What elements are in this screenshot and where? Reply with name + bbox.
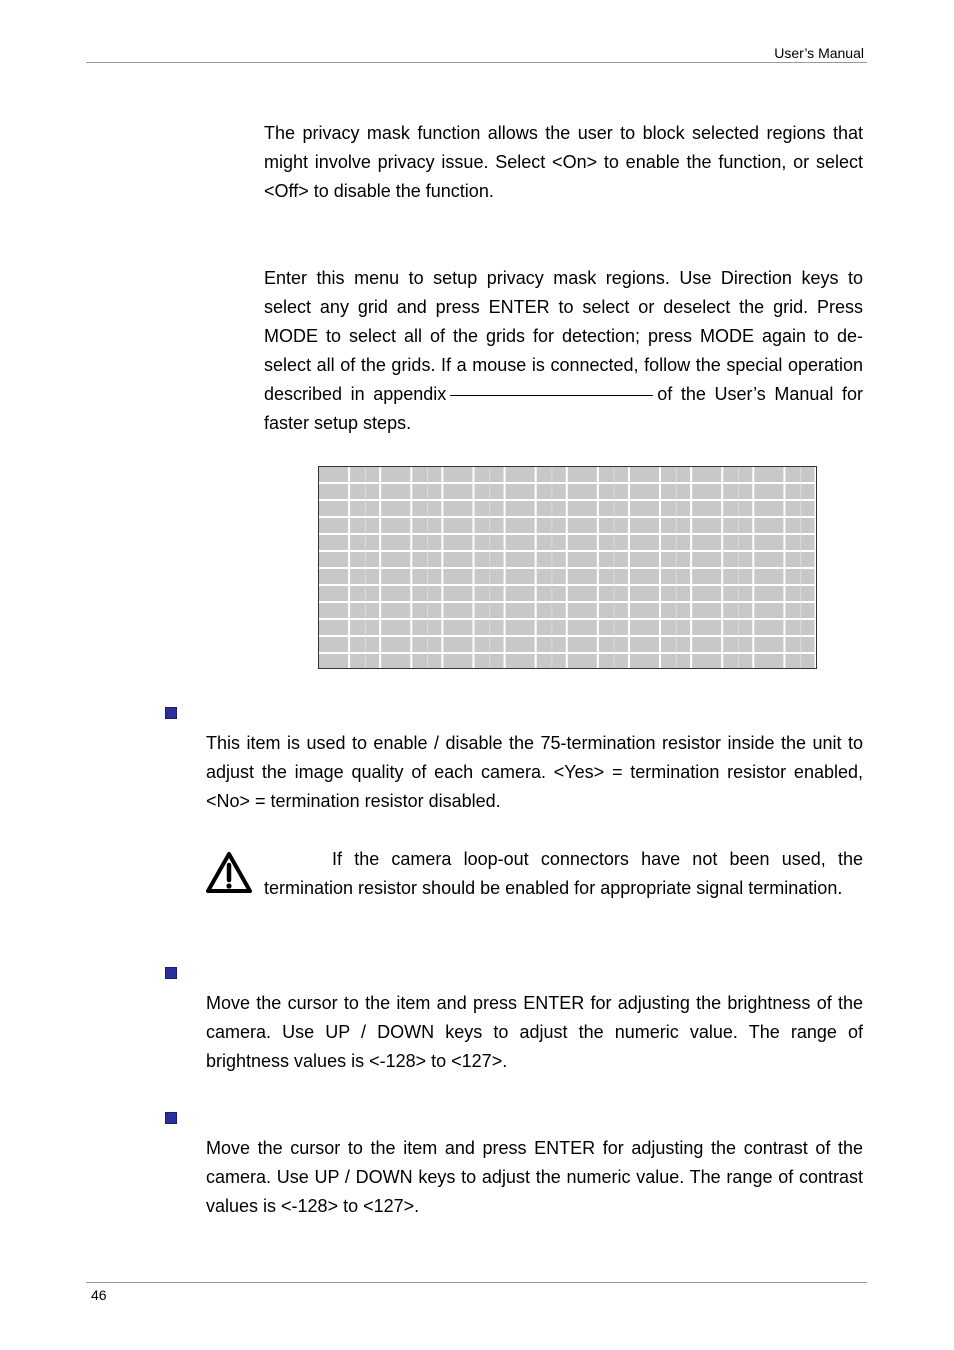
header-rule [86,62,867,63]
footer-rule [86,1282,867,1283]
brightness-description: Move the cursor to the item and press ENTER for adjusting the brightness of the camera. Use UP / DOWN keys to adjust the numeric value. The range of brightness values is <-128> to <127>. [206,993,863,1071]
privacy-mask-description: The privacy mask function allows the user to block selected regions that might involve privacy issue. Select <On> to enable the function, or select <Off> to disable the function. [264,123,863,201]
termination-description: This item is used to enable / disable the 75-termination resistor inside the unit to adjust the image quality of each camera. <Yes> = termination resistor enabled, <No> = termination resistor disabled. [206,733,863,811]
mask-setup-description [264,264,863,438]
contrast-description: Move the cursor to the item and press ENTER for adjusting the contrast of the camera. Use UP / DOWN keys to adjust the numeric value. The range of contrast values is <-128> to <127>. [206,1138,863,1216]
contrast-bullet [165,1112,177,1124]
mask-setup-text-after: of the User’s Manual for faster setup steps. [264,384,863,433]
termination-bullet [165,707,177,719]
privacy-mask-grid [318,466,817,669]
warning-icon [205,851,253,895]
appendix-reference-blank [450,394,653,396]
brightness-bullet [165,967,177,979]
mask-setup-text-before: Enter this menu to setup privacy mask regions. Use Direction keys to select any grid and press ENTER to select or deselect the grid. Press MODE to select all of the grids for detection; press MODE again to de-select all of the grids. If a mouse is connected, follow the special operation described in appendix [264,268,863,404]
grid-overlay [319,467,816,668]
termination-note: If the camera loop-out connectors have not been used, the termination resistor should be enabled for appropriate signal termination. [264,849,863,898]
header-title: User’s Manual [774,45,864,61]
page-number: 46 [91,1287,107,1303]
